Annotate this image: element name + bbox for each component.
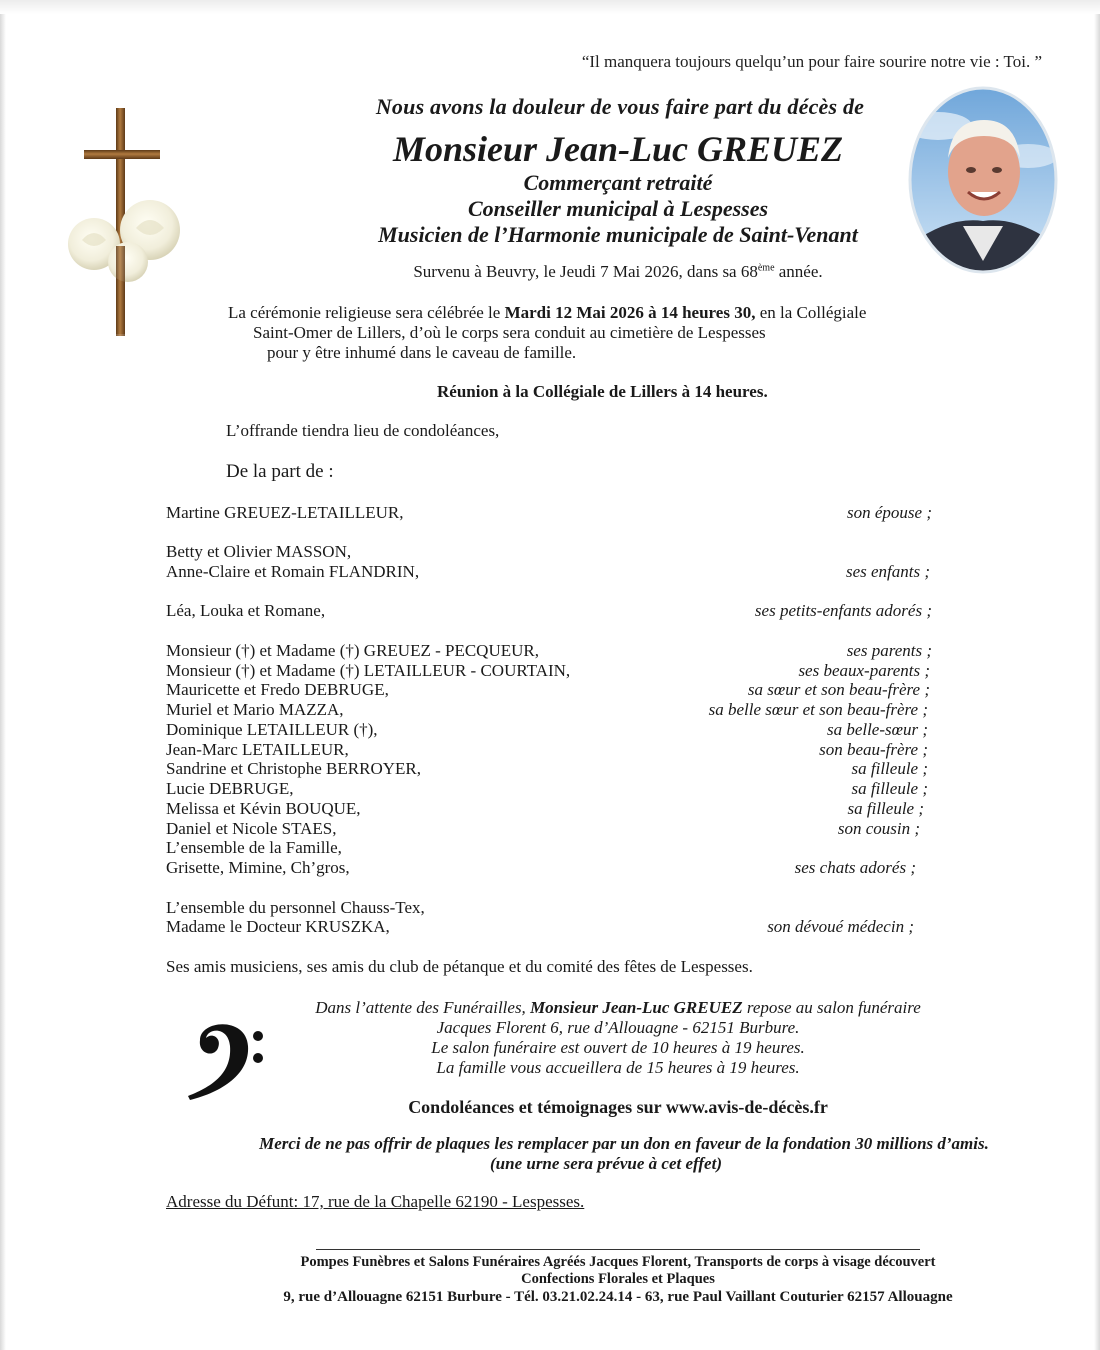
deceased-role: Conseiller municipal à Lespesses — [467, 196, 769, 221]
family-reception-hours: La famille vous accueillera de 15 heures à 19 heures. — [436, 1058, 800, 1077]
ceremony-line: pour y être inhumé dans le caveau de famille. — [267, 343, 577, 362]
family-name: Muriel et Mario MAZZA, — [166, 700, 344, 719]
funeral-home-address: Jacques Florent 6, rue d’Allouagne - 62151 Burbure. — [436, 1018, 800, 1037]
de-la-part-heading: De la part de : — [226, 461, 334, 482]
quote: “Il manquera toujours quelqu’un pour faire sourire notre vie : Toi. ” — [581, 52, 1042, 71]
family-name: Jean-Marc LETAILLEUR, — [166, 740, 349, 759]
ceremony-place: en la Collégiale — [755, 303, 867, 322]
family-name: Monsieur (†) et Madame (†) GREUEZ - PECQUEUR, — [166, 641, 539, 660]
family-relation: ses enfants ; — [845, 562, 930, 581]
family-name: L’ensemble du personnel Chauss-Tex, — [166, 898, 425, 917]
ceremony-line: Saint-Omer de Lillers, d’où le corps sera conduit au cimetière de Lespesses — [253, 323, 766, 342]
family-relation: sa filleule ; — [847, 799, 924, 818]
funeral-home-hours: Le salon funéraire est ouvert de 10 heures à 19 heures. — [431, 1038, 805, 1057]
announcement-intro: Nous avons la douleur de vous faire part du décès de — [375, 94, 865, 119]
family-relation: son dévoué médecin ; — [767, 917, 914, 936]
ceremony-text: La cérémonie religieuse sera célébrée le — [228, 303, 505, 322]
friends-line: Ses amis musiciens, ses amis du club de pétanque et du comité des fêtes de Lespesses. — [166, 957, 753, 976]
deceased-address: Adresse du Défunt: 17, rue de la Chapelle 62190 - Lespesses. — [166, 1192, 585, 1211]
funeral-home-deceased: Monsieur Jean-Luc GREUEZ — [530, 998, 743, 1017]
death-date-end: année. — [774, 262, 823, 281]
family-relation: son cousin ; — [837, 819, 920, 838]
family-name: Lucie DEBRUGE, — [166, 779, 294, 798]
family-name: Grisette, Mimine, Ch’gros, — [166, 858, 350, 877]
funeral-home-text: Dans l’attente des Funérailles, — [315, 998, 531, 1017]
deceased-name: Monsieur Jean-Luc GREUEZ — [392, 129, 844, 169]
family-name: Mauricette et Fredo DEBRUGE, — [166, 680, 389, 699]
family-name: Martine GREUEZ-LETAILLEUR, — [166, 503, 404, 522]
family-relation: sa belle-sœur ; — [826, 720, 928, 739]
family-name: Anne-Claire et Romain FLANDRIN, — [166, 562, 420, 581]
funeral-company-contact: 9, rue d’Allouagne 62151 Burbure - Tél. 03.21.02.24.14 - 63, rue Paul Vaillant Couturier 62157 Allouagne — [283, 1289, 953, 1305]
funeral-company-line: Pompes Funèbres et Salons Funéraires Agréés Jacques Florent, Transports de corps à visage découvert — [300, 1254, 936, 1270]
death-date-text: Survenu à Beuvry, le Jeudi 7 Mai 2026, dans sa 68 — [413, 262, 758, 281]
family-relation: son épouse ; — [847, 503, 932, 522]
funeral-company-services: Confections Florales et Plaques — [521, 1271, 715, 1287]
footer-divider — [316, 1249, 920, 1250]
family-name: Betty et Olivier MASSON, — [166, 542, 352, 561]
ceremony-line — [228, 303, 866, 323]
reunion-note: Réunion à la Collégiale de Lillers à 14 heures. — [437, 382, 768, 401]
family-relation: ses beaux-parents ; — [798, 661, 930, 680]
family-name: Melissa et Kévin BOUQUE, — [166, 799, 361, 818]
family-relation: ses parents ; — [846, 641, 932, 660]
family-relation: son beau-frère ; — [819, 740, 928, 759]
family-relation: ses chats adorés ; — [794, 858, 916, 877]
urn-note: (une urne sera prévue à cet effet) — [490, 1154, 722, 1173]
funeral-home-line — [0, 998, 1100, 1018]
family-relation: sa filleule ; — [851, 759, 928, 778]
family-name: Daniel et Nicole STAES, — [166, 819, 337, 838]
family-name: Léa, Louka et Romane, — [166, 601, 326, 620]
ordinal-suffix: ème — [757, 262, 775, 274]
family-name: Dominique LETAILLEUR (†), — [166, 720, 378, 739]
ceremony-date: Mardi 12 Mai 2026 à 14 heures 30, — [504, 303, 756, 322]
condolences-website: Condoléances et témoignages sur www.avis-de-décès.fr — [408, 1097, 828, 1117]
family-name: Madame le Docteur KRUSZKA, — [166, 917, 390, 936]
family-name: Monsieur (†) et Madame (†) LETAILLEUR - COURTAIN, — [166, 661, 571, 680]
family-relation: sa belle sœur et son beau-frère ; — [708, 700, 928, 719]
page-edge-top — [0, 0, 1100, 14]
donation-request: Merci de ne pas offrir de plaques les remplacer par un don en faveur de la fondation 30 millions d’amis. — [259, 1134, 989, 1153]
family-name: L’ensemble de la Famille, — [166, 838, 342, 857]
family-name: Sandrine et Christophe BERROYER, — [166, 759, 421, 778]
death-date-line — [0, 262, 1100, 282]
funeral-home-end: repose au salon funéraire — [742, 998, 921, 1017]
deceased-role: Commerçant retraité — [523, 170, 713, 195]
deceased-role: Musicien de l’Harmonie municipale de Saint-Venant — [378, 222, 858, 247]
family-relation: sa sœur et son beau-frère ; — [747, 680, 930, 699]
family-relation: sa filleule ; — [851, 779, 928, 798]
offrande-note: L’offrande tiendra lieu de condoléances, — [226, 421, 500, 440]
family-relation: ses petits-enfants adorés ; — [754, 601, 932, 620]
